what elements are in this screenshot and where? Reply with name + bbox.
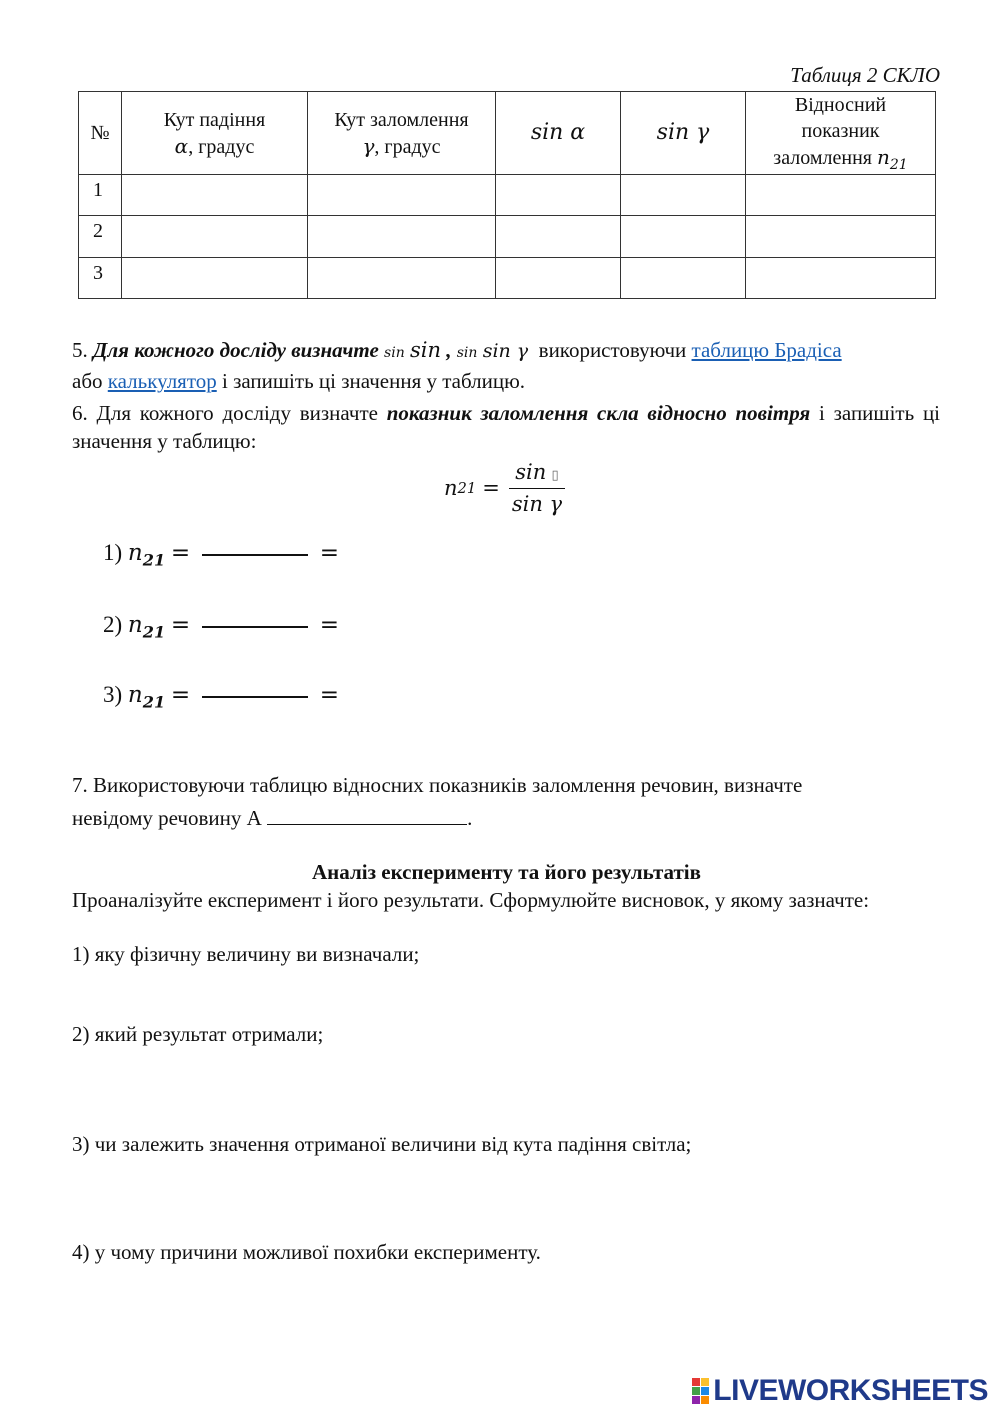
cell-input[interactable] [122,216,308,258]
table-row [79,258,936,299]
table-header-row [79,92,936,175]
calculator-link[interactable]: калькулятор [107,369,217,393]
fraction-line[interactable] [202,554,308,556]
fraction-line[interactable] [202,626,308,628]
cell-input[interactable] [746,258,936,299]
bradis-table-link[interactable]: таблицю Брадіса [691,338,842,362]
row-number: 1 [79,175,122,216]
missing-glyph-icon: ▯ [551,467,559,482]
header-sin-gamma: sin γ [621,92,746,175]
brand-icon [692,1378,709,1404]
row-number: 2 [79,216,122,258]
task-7: 7. Використовуючи таблицю відносних показників заломлення речовин, визначте невідому речовину А . [72,773,803,830]
row-number: 3 [79,258,122,299]
table-caption: Таблиця 2 СКЛО [790,63,940,87]
table-row [79,175,936,216]
cell-input[interactable] [496,175,621,216]
analysis-heading: Аналіз експерименту та його результатів [312,860,701,884]
header-angle-refraction: Кут заломлення γ, градус [308,92,496,175]
cell-input[interactable] [496,216,621,258]
question-1: 1) яку фізичну величину ви визначали; [72,942,420,966]
cell-input[interactable] [308,258,496,299]
header-sin-alpha: sin α [496,92,621,175]
header-angle-incidence: Кут падіння α, градус [122,92,308,175]
table-row [79,216,936,258]
equation-2: 2) $n_{21}$ = = [103,612,339,642]
cell-input[interactable] [621,216,746,258]
refraction-formula: n 21 = $\frac{\sin ▯}{\text{sin γ}}$ [444,460,568,516]
header-relative-index: Відносний показник заломлення $n_{21}$ [746,92,936,175]
equation-3: 3) $n_{21}$ = = [103,682,339,712]
analysis-intro: Проаналізуйте експеримент і його результати. Сформулюйте висновок, у якому зазначте: [72,888,870,912]
cell-input[interactable] [621,175,746,216]
question-2: 2) який результат отримали; [72,1022,324,1046]
header-num: № [79,92,122,175]
question-4: 4) у чому причини можливої похибки експерименту. [72,1240,541,1264]
substance-answer-blank[interactable] [267,804,467,825]
task-5: 5. Для кожного досліду визначте sin sin , sin sin γ використовуючи таблицю Брадіса або калькулятор і запишіть ці значення у таблицю. [72,338,842,393]
fraction-line[interactable] [202,696,308,698]
cell-input[interactable] [308,216,496,258]
equation-1: 1) $n_{21}$ = = [103,540,339,570]
cell-input[interactable] [621,258,746,299]
liveworksheets-logo: LIVEWORKSHEETS [692,1374,988,1408]
cell-input[interactable] [308,175,496,216]
results-table [78,91,936,299]
cell-input[interactable] [746,175,936,216]
question-3: 3) чи залежить значення отриманої величини від кута падіння світла; [72,1132,692,1156]
cell-input[interactable] [496,258,621,299]
cell-input[interactable] [122,175,308,216]
cell-input[interactable] [746,216,936,258]
cell-input[interactable] [122,258,308,299]
task-6: 6. Для кожного досліду визначте показник заломлення скла відносно повітря і запишіть ці значення у таблицю: [72,401,941,453]
